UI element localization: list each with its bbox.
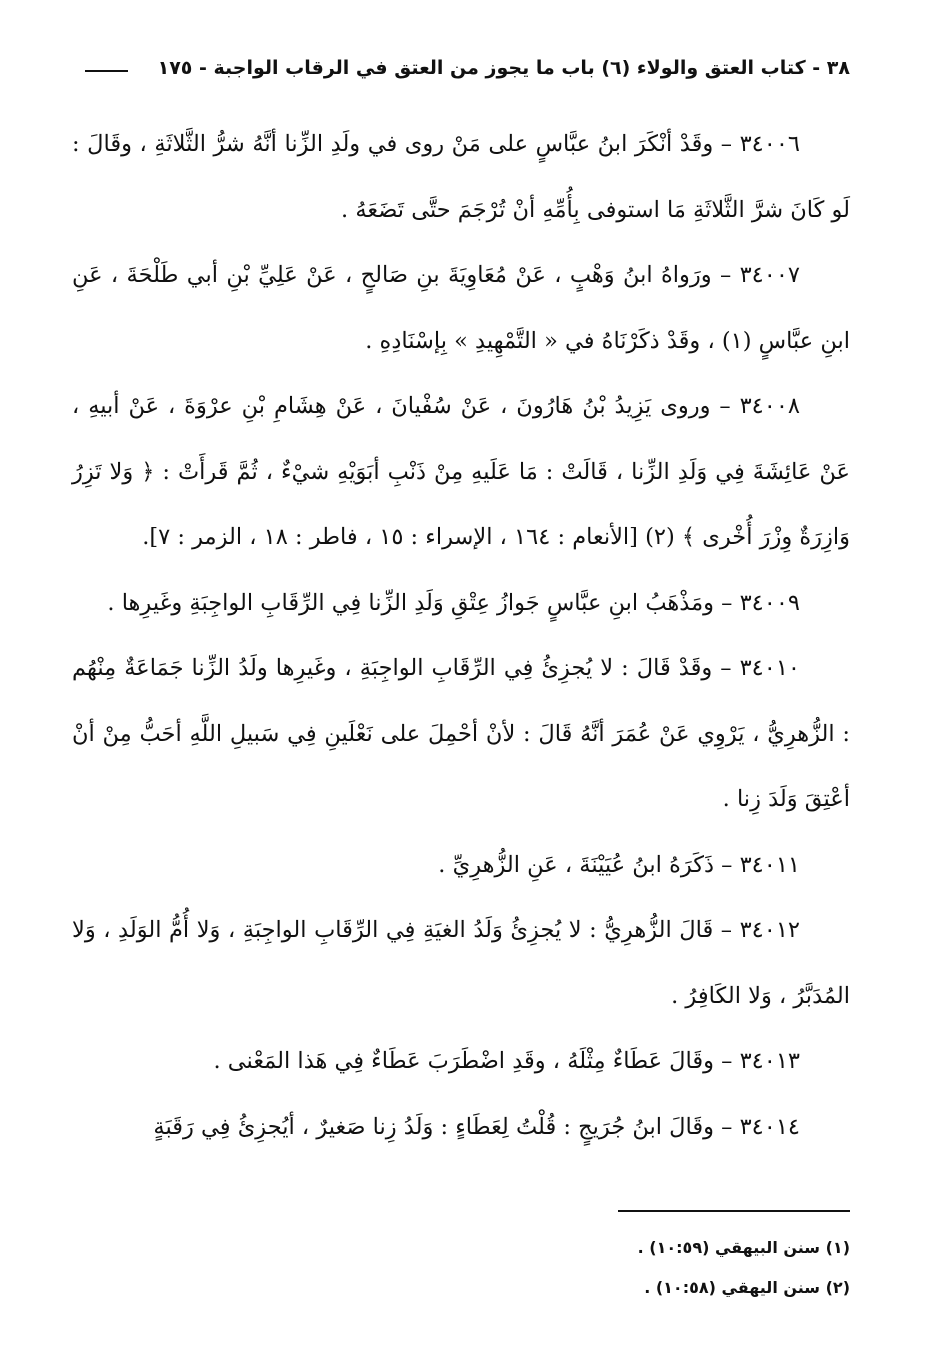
paragraph-34009: ٣٤٠٠٩ – ومَذْهَبُ ابنِ عبَّاسٍ جَوازُ عِتْقِ وَلَدِ الزِّنا فِي الرِّقَابِ الواجِبَةِ وغَيرِها .	[107, 589, 800, 616]
paragraph-34006: ٣٤٠٠٦ – وقَدْ أنْكَرَ ابنُ عبَّاسٍ على مَنْ روى في ولَدِ الزِّنا أنَّهُ شرُّ الثَّلاثَةِ ، وقَالَ : لَو كَانَ شرَّ الثَّلاثَةِ مَا استوفى بِأُمِّهِ أنْ تُرْجَمَ حتَّى تَضَعَهُ .	[72, 131, 850, 223]
footnote-1: (١) سنن البيهقي (١٠:٥٩) .	[637, 1238, 850, 1257]
paragraph-34012: ٣٤٠١٢ – قَالَ الزُّهرِيُّ : لا يُجزِئُ وَلَدُ الغيَةِ فِي الرِّقَابِ الواجِبَةِ ، وَلا أُمُّ الوَلَدِ ، وَلا المُدَبَّرُ ، وَلا الكَافِرُ .	[72, 917, 850, 1009]
paragraph-34011: ٣٤٠١١ – ذَكَرَهُ ابنُ عُيَيْنَةَ ، عَنِ الزُّهرِيِّ .	[438, 851, 800, 878]
paragraph-34007: ٣٤٠٠٧ – ورَواهُ ابنُ وَهْبٍ ، عَنْ مُعَاوِيَةَ بنِ صَالحٍ ، عَنْ عَلِيِّ بْنِ أبي طَلْحَةَ ، عَنِ ابنِ عبَّاسٍ (١) ، وقَدْ ذكَرْنَاهُ في « التَّمْهِيدِ » بِإسْنَادِهِ .	[72, 262, 850, 354]
header-rule	[85, 70, 128, 72]
footnote-separator	[618, 1210, 850, 1212]
main-text	[72, 112, 850, 1160]
footnote-2: (٢) سنن اليهقي (١٠:٥٨) .	[644, 1278, 850, 1297]
header-title: ٣٨ - كتاب العتق والولاء (٦) باب ما يجوز من العتق في الرقاب الواجبة - ١٧٥	[157, 57, 850, 79]
running-header	[85, 50, 850, 86]
paragraph-34014: ٣٤٠١٤ – وقَالَ ابنُ جُرَيجٍ : قُلْتُ لِعَطَاءٍ : وَلَدُ زِنا صَغيرٌ ، أيُجزِئُ فِي رَقَبَةٍ	[153, 1113, 800, 1140]
paragraph-34010: ٣٤٠١٠ – وقَدْ قَالَ : لا يُجزِئُ فِي الرِّقَابِ الواجِبَةِ ، وغَيرِها ولَدُ الزِّنا جَمَاعَةٌ مِنْهُم : الزُّهرِيُّ ، يَرْوِي عَنْ عُمَرَ أنَّهُ قَالَ : لأنْ أحْمِلَ على نَعْلَينِ فِي سَبيلِ اللَّهِ أحَبُّ مِنْ أنْ أعْتِقَ وَلَدَ زِنا .	[72, 655, 850, 812]
footnotes	[450, 1228, 850, 1308]
paragraph-34013: ٣٤٠١٣ – وقَالَ عَطَاءٌ مِثْلَهُ ، وقَدِ اضْطَرَبَ عَطَاءٌ فِي هَذا المَعْنى .	[213, 1048, 800, 1074]
paragraph-34008: ٣٤٠٠٨ – وروى يَزِيدُ بْنُ هَارُونَ ، عَنْ سُفْيانَ ، عَنْ هِشَامِ بْنِ عرْوَةَ ، عَنْ أبيهِ ، عَنْ عَائِشَةَ فِي وَلَدِ الزِّنا ، قَالَتْ : مَا عَلَيهِ مِنْ ذَنْبِ أبَوَيْهِ شيْءٌ ، ثُمَّ قَرأَتْ : ﴿ وَلا تَزِرُ وَازِرَةٌ وِزْرَ أُخْرى ﴾ (٢) [الأنعام : ١٦٤ ، الإسراء : ١٥ ، فاطر : ١٨ ، الزمر : ٧].	[72, 393, 850, 550]
